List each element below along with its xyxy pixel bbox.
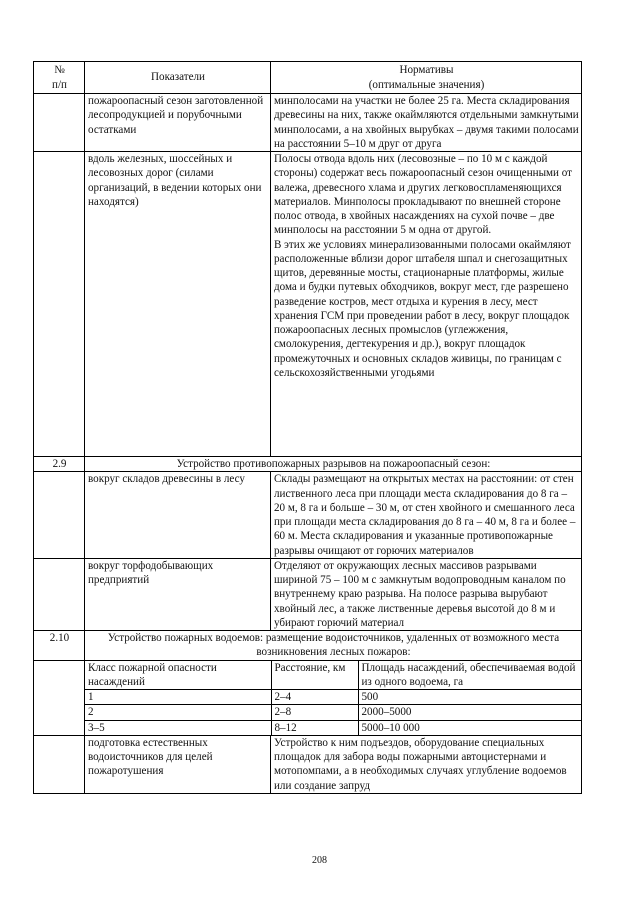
- inner-header-cell: Класс пожарной опасности насаждений: [85, 661, 271, 690]
- inner-data-row: [85, 720, 582, 735]
- inner-table-row: [34, 660, 582, 735]
- inner-cell: 3–5: [85, 720, 271, 735]
- num-cell-empty: [34, 660, 85, 735]
- norm-cell: Склады размещают на открытых местах на расстоянии: от стен лиственного леса при площади места складирования до 8 га – 20 м, 8 га и больше – 30 м, от стен хвойного и смешанного леса при площади места складирования до 8 га – 40 м, 8 га и более – 60 м. Места складирования и указанные противопожарные разрывы очищают от горючих материалов: [271, 472, 582, 559]
- table-row: [34, 152, 582, 457]
- section-number: 2.9: [34, 457, 85, 472]
- table-header-row: [34, 62, 582, 94]
- table-row: [34, 94, 582, 152]
- indicator-cell: вокруг складов древесины в лесу: [85, 472, 271, 559]
- inner-table-cell: [85, 660, 582, 735]
- table-row: [34, 735, 582, 793]
- indicator-cell: пожароопасный сезон заготовленной лесопродукцией и порубочными остатками: [85, 94, 271, 152]
- header-norms-subtitle: (оптимальные значения): [368, 78, 485, 91]
- num-cell-empty: [34, 472, 85, 559]
- header-norms-title: Нормативы: [399, 64, 454, 77]
- section-row-2-9: [34, 457, 582, 472]
- indicator-cell: вокруг торфодобывающих предприятий: [85, 558, 271, 630]
- page-number: 208: [312, 855, 327, 866]
- section-title: Устройство противопожарных разрывов на пожароопасный сезон:: [85, 457, 582, 472]
- num-cell-empty: [34, 94, 85, 152]
- table-row: [34, 472, 582, 559]
- num-cell-empty: [34, 735, 85, 793]
- inner-header-row: [85, 661, 582, 690]
- inner-cell: 2–4: [271, 690, 358, 705]
- inner-header-cell: Расстояние, км: [271, 661, 358, 690]
- section-title: Устройство пожарных водоемов: размещение водоисточников, удаленных от возможного места возникновения лесных пожаров:: [85, 631, 582, 661]
- inner-header-cell: Площадь насаждений, обеспечиваемая водой из одного водоема, га: [358, 661, 582, 690]
- section-row-2-10: [34, 631, 582, 661]
- inner-cell: 500: [358, 690, 582, 705]
- norm-paragraph: Полосы отвода вдоль них (лесовозные – по 10 м с каждой стороны) содержат весь пожароопасный сезон очищенными от валежа, древесного хлама и других легковоспламеняющихся материалов. Минполосы прокладывают по внешней стороне полос отвода, в хвойных насаждениях на сухой почве – две минполосы на расстоянии 5 м одна от другой.: [274, 153, 573, 237]
- water-source-table: [85, 661, 582, 735]
- inner-cell: 2000–5000: [358, 705, 582, 720]
- indicator-cell: подготовка естественных водоисточников для целей пожаротушения: [85, 735, 271, 793]
- norm-paragraph: В этих же условиях минерализованными полосами окаймляют расположенные вблизи дорог штабеля шпал и снегозащитных щитов, деревянные мосты, стационарные платформы, жилые дома и будки путевых обходчиков, вокруг мест, где разрешено разведение костров, мест отдыха и курения в лесу, мест хранения ГСМ при проведении работ в лесу, вокруг площадок пожароопасных лесных промыслов (углежжения, смолокурения, дегтекурения и др.), вокруг площадок промежуточных и основных складов живицы, по границам с сельскохозяйственными угодьями: [274, 238, 571, 379]
- inner-data-row: [85, 705, 582, 720]
- norm-cell: [271, 152, 582, 457]
- norms-table: [33, 61, 582, 794]
- inner-cell: 8–12: [271, 720, 358, 735]
- inner-cell: 5000–10 000: [358, 720, 582, 735]
- norm-cell: Устройство к ним подъездов, оборудование специальных площадок для забора воды пожарными автоцистернами и мотопомпами, а в необходимых случаях углубление водоемов или создание запруд: [271, 735, 582, 793]
- indicator-cell: вдоль железных, шоссейных и лесовозных дорог (силами организаций, в ведении которых они находятся): [85, 152, 271, 457]
- norm-cell: Отделяют от окружающих лесных массивов разрывами шириной 75 – 100 м с замкнутым водопроводным каналом по внутреннему краю разрыва. На полосе разрыва вырубают хвойный лес, а также лиственные деревья высотой до 8 м и убирают горючий материал: [271, 558, 582, 630]
- norm-cell: минполосами на участки не более 25 га. Места складирования древесины на них, также окаймляются отдельными замкнутыми минполосами, а на хвойных вырубках – двумя такими полосами на расстоянии 5–10 м друг от друга: [271, 94, 582, 152]
- inner-data-row: [85, 690, 582, 705]
- num-cell-empty: [34, 558, 85, 630]
- header-num-cell: № п/п: [34, 62, 85, 94]
- inner-cell: 1: [85, 690, 271, 705]
- inner-cell: 2–8: [271, 705, 358, 720]
- inner-cell: 2: [85, 705, 271, 720]
- table-row: [34, 558, 582, 630]
- section-number: 2.10: [34, 631, 85, 661]
- num-cell-empty: [34, 152, 85, 457]
- header-indicators-cell: Показатели: [85, 62, 271, 94]
- header-norms-cell: [271, 62, 582, 94]
